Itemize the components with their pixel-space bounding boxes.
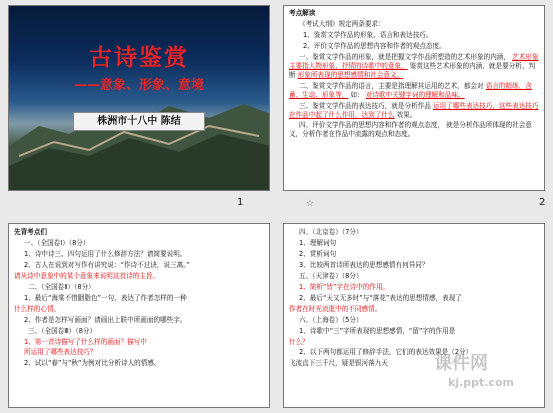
great-wall-image bbox=[9, 6, 270, 191]
author-label: 株洲市十八中 陈结 bbox=[73, 112, 205, 131]
slide-thumbnail-4[interactable] bbox=[283, 223, 545, 408]
slide-number-1: 1 bbox=[237, 197, 244, 208]
slide-heading: 先背考点们 bbox=[14, 228, 47, 236]
slide-number-2: 2 bbox=[539, 197, 546, 208]
text-line: 三、鉴赏文学作品的表达技巧，就是分析作品 bbox=[299, 101, 431, 110]
highlight-text: 所运用了哪些表达技巧？ bbox=[24, 348, 97, 357]
highlight-text: 形象所表现的思想感情和社会意义。 bbox=[297, 70, 404, 79]
highlight-text: 什么？ bbox=[289, 337, 309, 346]
slide-heading: 考点解读 bbox=[289, 9, 316, 17]
text-line: 二、鉴赏文学作品的语言，主要是指理解其运用的艺术，都会对 bbox=[299, 81, 484, 90]
text-line: 如： bbox=[350, 90, 364, 99]
highlight-text: 作者在时光流逝中的不同感情。 bbox=[289, 304, 382, 313]
text-line: 2、作者是怎样写画面？请画出上联中所画面的哪些字。 bbox=[24, 315, 187, 324]
slide-thumbnail-1[interactable] bbox=[8, 5, 270, 191]
poem-line: 飞流直下三千尺 bbox=[289, 359, 336, 368]
text-line: 2、试以“春”与“秋”为例对比分析诗人的情感。 bbox=[24, 359, 161, 368]
text-line: 1、诗中诗三、四句运用了什么修辞方法？请简要说明。 bbox=[24, 249, 187, 258]
text-line: 1、理解词句 bbox=[299, 238, 337, 247]
poem-line: 疑是银河落九天 bbox=[341, 359, 388, 368]
slide-subtitle: ——意象、形象、意境 bbox=[73, 78, 204, 93]
text-line: 《考试大纲》规定两条要求： bbox=[299, 19, 385, 28]
text-line: 一、鉴赏文学作品的形象，就是把握文学作品所塑造的艺术形象的内涵， bbox=[299, 52, 510, 61]
text-line: 2、以下两句都运用了修辞手法，它们的表达效果是（2分） bbox=[299, 348, 473, 357]
slide-thumbnail-2[interactable] bbox=[283, 5, 545, 191]
text-line: 鉴赏这些艺术形象的内涵，就是要分析、判断 bbox=[289, 61, 536, 79]
watermark-text: 课件网 bbox=[434, 353, 488, 374]
highlight-text: 对诗歌中关键字词的理解和品味。 bbox=[365, 90, 465, 99]
highlight-text: 艺术形象主要指人物形象、抒情的诗歌中的意象， bbox=[289, 52, 539, 70]
highlight-text: 1、简析“皆”字在诗中的作用。 bbox=[299, 282, 390, 291]
text-line: 效果。 bbox=[396, 110, 417, 119]
text-line: 1、鉴赏文学作品的形象、语言和表达技巧。 bbox=[303, 30, 433, 39]
highlight-text: 什么样的心情。 bbox=[14, 304, 61, 313]
highlight-text: 运用了哪些表达技巧，这些表达技巧在作品中起了什么作用，达到了什么 bbox=[289, 101, 539, 119]
text-line: 一、（全国卷Ⅰ）（8分） bbox=[24, 238, 90, 247]
text-line: 三、（全国卷Ⅲ）（8分） bbox=[28, 326, 97, 335]
text-line: 3、比较两首诗所表达的思想感情有何异同？ bbox=[299, 260, 429, 269]
text-line: 六、（上海卷）（5分） bbox=[299, 315, 363, 324]
text-line: 1、诗歌中“三”字所表现的思想感情，“留”字的作用是 bbox=[299, 326, 456, 335]
text-line: 2、最后“天又无多时”与“落花”表达的思想情感，表现了 bbox=[299, 293, 462, 302]
text-line: 四、（北京卷）（7分） bbox=[299, 228, 363, 236]
text-line: 2、评价文学作品的思想内容和作者的观点态度。 bbox=[303, 41, 446, 50]
text-line: 2、古人在说到对写作有讲究说：“作诗不过诀，说三离。” bbox=[24, 260, 190, 269]
star-icon[interactable]: ☆ bbox=[306, 199, 315, 209]
text-line: 五、（天津卷）（8分） bbox=[299, 271, 363, 280]
text-line: 二、（全国卷Ⅱ）（8分） bbox=[28, 282, 95, 291]
text-line: 2、赏析词句 bbox=[299, 249, 337, 258]
highlight-text: 1、第一首诗描写了什么样的画面？描写中 bbox=[24, 337, 147, 346]
text-line: 就是分析作品所体现的社会意义，分析作者在作品中流露的观点和态度。 bbox=[289, 121, 532, 139]
watermark-url: kj.ppt.com bbox=[448, 376, 514, 389]
slide-thumbnail-3[interactable] bbox=[8, 223, 270, 408]
text-line: 飞流直下三千尺，疑是银河落九天 bbox=[289, 359, 388, 368]
highlight-text: 请从诗中意象中的某个意象来说明这首诗的主旨。 bbox=[14, 271, 160, 280]
text-line: 1、最后“海棠不惜胭脂色”一句，表达了作者怎样的一种 bbox=[24, 293, 187, 302]
highlight-text: 语言的精练，含蓄、生动、形象等， bbox=[289, 81, 532, 99]
slide-title: 古诗鉴赏 bbox=[89, 44, 189, 71]
text-line: 四、评价文学作品的思想内容和作者的观点态度， bbox=[299, 121, 445, 130]
